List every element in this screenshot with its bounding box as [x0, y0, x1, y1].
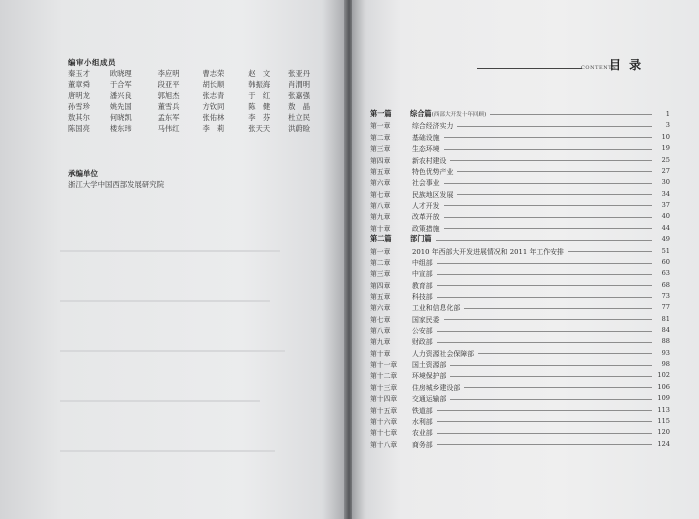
- member-name: 秦玉才: [68, 68, 90, 78]
- toc-page-number: 44: [661, 223, 670, 232]
- toc-chapter-entry: [370, 427, 670, 438]
- member-name: 洪蔚睑: [288, 124, 311, 134]
- toc-entry-title: [410, 109, 486, 119]
- toc-chapter-entry: [370, 256, 670, 267]
- toc-entry-number: 第五章: [370, 293, 391, 302]
- toc-entry-title-text: 人力资源社会保障部: [412, 349, 475, 358]
- bleed-through-line: [60, 350, 285, 352]
- toc-leader-line: [437, 342, 652, 343]
- toc-chapter-entry: [370, 154, 670, 165]
- bleed-through-line: [60, 300, 270, 302]
- toc-leader-line: [437, 263, 652, 264]
- toc-entry-title-text: 基础设施: [412, 133, 440, 142]
- toc-entry-title: [412, 268, 433, 278]
- toc-entry-title-text: 科技部: [412, 293, 433, 302]
- member-name: 曹志荣: [202, 68, 225, 78]
- member-name: 敖其尔: [68, 112, 90, 122]
- toc-entry-title: [412, 382, 460, 392]
- member-name: 张志青: [202, 90, 225, 100]
- member-name: 肖渭明: [288, 79, 311, 89]
- toc-entry-number: 第十二章: [370, 372, 398, 381]
- editorial-group-title: 编审小组成员: [68, 58, 116, 67]
- toc-chapter-entry: [370, 222, 670, 233]
- member-name: 段亚平: [157, 79, 180, 89]
- toc-entry-number: 第九章: [370, 338, 391, 347]
- toc-entry-number: 第三章: [370, 270, 391, 279]
- toc-entry-number: 第二章: [370, 259, 391, 268]
- toc-entry-title-text: 生态环境: [412, 145, 440, 154]
- toc-leader-line: [437, 433, 652, 434]
- toc-entry-title: [412, 370, 446, 380]
- toc-entry-number: 第七章: [370, 315, 391, 324]
- toc-entry-title-text: 新农村建设: [412, 156, 447, 165]
- toc-entry-number: 第十一章: [370, 361, 398, 370]
- toc-leader-line: [444, 137, 652, 138]
- member-row: [68, 90, 318, 101]
- member-name: 楼东玮: [109, 124, 132, 134]
- bleed-through-line: [60, 400, 260, 402]
- member-name: 张嘉强: [288, 90, 311, 100]
- toc-entry-title-text: 中宣部: [412, 270, 433, 279]
- toc-entry-number: 第八章: [370, 327, 391, 336]
- bleed-through-line: [60, 450, 275, 452]
- toc-entry-title: [412, 155, 446, 165]
- toc-page-number: 84: [661, 326, 670, 335]
- toc-entry-title: [412, 166, 453, 176]
- toc-entry-title: [412, 359, 446, 369]
- toc-entry-title-text: 教育部: [412, 281, 433, 290]
- toc-entry-title-text: 环境保护部: [412, 372, 447, 381]
- toc-leader-line: [457, 171, 652, 172]
- toc-page-number: 10: [661, 132, 670, 141]
- toc-entry-number: 第一章: [370, 122, 391, 131]
- toc-chapter-entry: [370, 415, 670, 426]
- toc-page-number: 115: [657, 416, 670, 425]
- toc-leader-line: [464, 387, 652, 388]
- member-name: 董雪兵: [157, 101, 180, 111]
- toc-page-number: 109: [657, 394, 670, 403]
- toc-leader-line: [437, 421, 652, 422]
- toc-page-number: 98: [661, 360, 670, 369]
- toc-entry-title-text: 社会事业: [412, 179, 440, 188]
- toc-leader-line: [450, 365, 652, 366]
- toc-leader-line: [437, 297, 652, 298]
- member-name: 何晓凯: [109, 112, 132, 122]
- toc-chapter-entry: [370, 177, 670, 188]
- left-page: [0, 0, 346, 519]
- toc-leader-line: [444, 217, 652, 218]
- toc-entry-title-text: 部门篇: [410, 234, 432, 244]
- toc-page-number: 113: [657, 405, 670, 414]
- member-name: 杜立民: [288, 112, 311, 122]
- toc-entry-title-text: 综合篇: [410, 108, 432, 118]
- toc-entry-number: 第六章: [370, 304, 391, 313]
- toc-part-entry: [370, 233, 670, 245]
- member-name: 孟东军: [157, 112, 180, 122]
- toc-entry-title: [412, 439, 433, 449]
- toc-entry-number: 第四章: [370, 156, 391, 165]
- table-of-contents: [370, 108, 670, 449]
- member-name: 于合军: [109, 79, 132, 89]
- member-name: 孙雪珍: [68, 101, 90, 111]
- member-name: 陈国亮: [68, 124, 90, 134]
- toc-entry-title: [412, 314, 440, 324]
- member-name: 敖 晶: [288, 101, 311, 111]
- toc-leader-line: [478, 353, 652, 354]
- toc-chapter-entry: [370, 336, 670, 347]
- toc-entry-number: 第十八章: [370, 440, 398, 449]
- toc-leader-line: [457, 194, 652, 195]
- member-name: 唐明龙: [68, 90, 90, 100]
- toc-chapter-entry: [370, 381, 670, 392]
- toc-entry-title: [412, 246, 564, 256]
- toc-leader-line: [450, 399, 652, 400]
- toc-chapter-entry: [370, 268, 670, 279]
- toc-entry-title: [412, 336, 433, 346]
- toc-entry-title: [412, 143, 440, 153]
- toc-entry-title-text: 国土资源部: [412, 361, 447, 370]
- toc-entry-title: [412, 280, 433, 290]
- toc-chapter-entry: [370, 358, 670, 369]
- toc-entry-number: 第三章: [370, 145, 391, 154]
- contents-header: [477, 57, 644, 72]
- toc-chapter-entry: [370, 290, 670, 301]
- toc-entry-number: 第十五章: [370, 406, 398, 415]
- toc-page-number: 1: [665, 109, 670, 118]
- toc-entry-title-text: 水利部: [412, 417, 433, 426]
- header-rule: [477, 68, 582, 69]
- member-name: 张佑林: [202, 112, 225, 122]
- toc-page-number: 120: [657, 428, 670, 437]
- toc-page-number: 81: [661, 314, 670, 323]
- compiling-unit-title: 承编单位: [68, 169, 98, 178]
- toc-entry-title-text: 综合经济实力: [412, 122, 454, 131]
- toc-leader-line: [444, 319, 652, 320]
- toc-entry-number: 第八章: [370, 201, 391, 210]
- toc-leader-line: [444, 183, 652, 184]
- member-row: [68, 112, 318, 123]
- member-name: 方钦同: [202, 101, 225, 111]
- toc-entry-title: [412, 189, 453, 199]
- member-name: 李 芬: [248, 112, 271, 122]
- contents-label-zh: 目 录: [609, 58, 644, 72]
- toc-leader-line: [450, 376, 652, 377]
- toc-entry-title-text: 人才开发: [412, 201, 440, 210]
- toc-page-number: 49: [661, 235, 670, 244]
- toc-leader-line: [437, 331, 652, 332]
- toc-page-number: 77: [661, 303, 670, 312]
- toc-entry-title-text: 改革开放: [412, 213, 440, 222]
- toc-entry-number: 第十章: [370, 224, 391, 233]
- toc-chapter-entry: [370, 131, 670, 142]
- toc-page-number: 30: [661, 178, 670, 187]
- toc-chapter-entry: [370, 188, 670, 199]
- toc-chapter-entry: [370, 279, 670, 290]
- toc-chapter-entry: [370, 370, 670, 381]
- toc-entry-title-text: 铁道部: [412, 406, 433, 415]
- toc-chapter-entry: [370, 404, 670, 415]
- toc-chapter-entry: [370, 199, 670, 210]
- member-name: 欧晓理: [109, 68, 132, 78]
- toc-leader-line: [437, 285, 652, 286]
- toc-entry-title-text: 商务部: [412, 440, 433, 449]
- toc-page-number: 60: [661, 258, 670, 267]
- toc-entry-title-text: 民族地区发展: [412, 190, 454, 199]
- toc-page-number: 3: [665, 121, 670, 130]
- toc-entry-title-text: 工业和信息化部: [412, 304, 461, 313]
- compiling-unit-name: 浙江大学中国西部发展研究院: [68, 180, 165, 189]
- toc-leader-line: [444, 149, 652, 150]
- toc-entry-number: 第一篇: [370, 108, 392, 118]
- toc-chapter-entry: [370, 302, 670, 313]
- toc-entry-number: 第二篇: [370, 234, 392, 244]
- toc-entry-title: [412, 132, 440, 142]
- toc-entry-title-text: 农业部: [412, 429, 433, 438]
- toc-entry-number: 第六章: [370, 179, 391, 188]
- toc-entry-title: [410, 234, 432, 244]
- toc-chapter-entry: [370, 211, 670, 222]
- contents-label-en: CONTENTS: [581, 65, 617, 71]
- toc-entry-title-text: 住房城乡建设部: [412, 383, 461, 392]
- toc-entry-title: [412, 348, 474, 358]
- toc-page-number: 27: [661, 166, 670, 175]
- toc-entry-title: [412, 291, 433, 301]
- toc-part-entry: [370, 108, 670, 120]
- toc-page-number: 63: [661, 269, 670, 278]
- toc-entry-title: [412, 393, 446, 403]
- toc-leader-line: [444, 205, 652, 206]
- member-row: [68, 123, 318, 134]
- toc-chapter-entry: [370, 165, 670, 176]
- member-name: 李 莉: [202, 124, 225, 134]
- toc-leader-line: [457, 126, 652, 127]
- toc-page-number: 25: [661, 155, 670, 164]
- member-name: 张亚丹: [288, 68, 311, 78]
- toc-entry-title: [412, 177, 440, 187]
- toc-entry-title: [412, 427, 433, 437]
- toc-chapter-entry: [370, 438, 670, 449]
- toc-entry-number: 第二章: [370, 133, 391, 142]
- toc-chapter-entry: [370, 313, 670, 324]
- member-row: [68, 68, 318, 79]
- toc-entry-title: [412, 302, 460, 312]
- toc-entry-title: [412, 200, 440, 210]
- toc-entry-title-text: 国家民委: [412, 315, 440, 324]
- toc-entry-title-text: 中组部: [412, 259, 433, 268]
- toc-page-number: 102: [657, 371, 670, 380]
- toc-page-number: 88: [661, 337, 670, 346]
- toc-page-number: 51: [661, 246, 670, 255]
- toc-chapter-entry: [370, 324, 670, 335]
- member-name: 姚先国: [109, 101, 132, 111]
- member-name: 胡长顺: [202, 79, 225, 89]
- toc-leader-line: [568, 251, 652, 252]
- member-name: 张天天: [248, 124, 271, 134]
- toc-entry-number: 第十六章: [370, 417, 398, 426]
- bleed-through-line: [60, 250, 280, 252]
- toc-entry-subtitle: (西部大开发十年回顾): [431, 111, 487, 118]
- toc-page-number: 34: [661, 189, 670, 198]
- toc-entry-title: [412, 211, 440, 221]
- toc-leader-line: [450, 160, 652, 161]
- member-name: 李应明: [157, 68, 180, 78]
- toc-leader-line: [444, 228, 652, 229]
- toc-entry-title-text: 交通运输部: [412, 395, 447, 404]
- member-name: 郭旭杰: [157, 90, 180, 100]
- toc-entry-title: [412, 325, 433, 335]
- toc-entry-number: 第一章: [370, 247, 391, 256]
- member-name: 陈 健: [248, 101, 271, 111]
- toc-entry-number: 第七章: [370, 190, 391, 199]
- member-row: [68, 101, 318, 112]
- toc-entry-number: 第四章: [370, 281, 391, 290]
- right-page: [352, 0, 699, 519]
- toc-entry-number: 第十七章: [370, 429, 398, 438]
- member-name: 马伟红: [157, 124, 180, 134]
- toc-entry-title-text: 政策措施: [412, 224, 440, 233]
- toc-leader-line: [464, 308, 652, 309]
- member-name: 韩振海: [248, 79, 271, 89]
- toc-entry-title-text: 特色优势产业: [412, 167, 454, 176]
- toc-entry-number: 第十章: [370, 349, 391, 358]
- toc-entry-title: [412, 120, 453, 130]
- toc-chapter-entry: [370, 347, 670, 358]
- toc-entry-title: [412, 257, 433, 267]
- toc-entry-title-text: 财政部: [412, 338, 433, 347]
- member-name: 于 红: [248, 90, 271, 100]
- editorial-members-grid: [68, 68, 318, 135]
- toc-leader-line: [490, 114, 652, 115]
- toc-page-number: 37: [661, 200, 670, 209]
- toc-entry-title: [412, 405, 433, 415]
- toc-page-number: 68: [661, 280, 670, 289]
- member-name: 董章舜: [68, 79, 90, 89]
- member-name: 赵 文: [248, 68, 271, 78]
- toc-page-number: 19: [661, 144, 670, 153]
- toc-entry-number: 第十三章: [370, 383, 398, 392]
- toc-chapter-entry: [370, 142, 670, 153]
- toc-leader-line: [436, 240, 652, 241]
- member-name: 潘兴良: [109, 90, 132, 100]
- toc-entry-number: 第十四章: [370, 395, 398, 404]
- toc-page-number: 40: [661, 212, 670, 221]
- toc-entry-title-text: 公安部: [412, 327, 433, 336]
- toc-leader-line: [437, 274, 652, 275]
- toc-entry-number: 第五章: [370, 167, 391, 176]
- toc-entry-title: [412, 416, 433, 426]
- toc-entry-title: [412, 223, 440, 233]
- toc-leader-line: [437, 410, 652, 411]
- toc-page-number: 106: [657, 382, 670, 391]
- toc-chapter-entry: [370, 245, 670, 256]
- toc-entry-number: 第九章: [370, 213, 391, 222]
- toc-leader-line: [437, 444, 652, 445]
- toc-chapter-entry: [370, 120, 670, 131]
- toc-entry-title-text: 2010 年西部大开发进展情况和 2011 年工作安排: [412, 247, 564, 256]
- toc-page-number: 93: [661, 348, 670, 357]
- member-row: [68, 79, 318, 90]
- toc-page-number: 124: [657, 439, 670, 448]
- toc-chapter-entry: [370, 393, 670, 404]
- toc-page-number: 73: [661, 292, 670, 301]
